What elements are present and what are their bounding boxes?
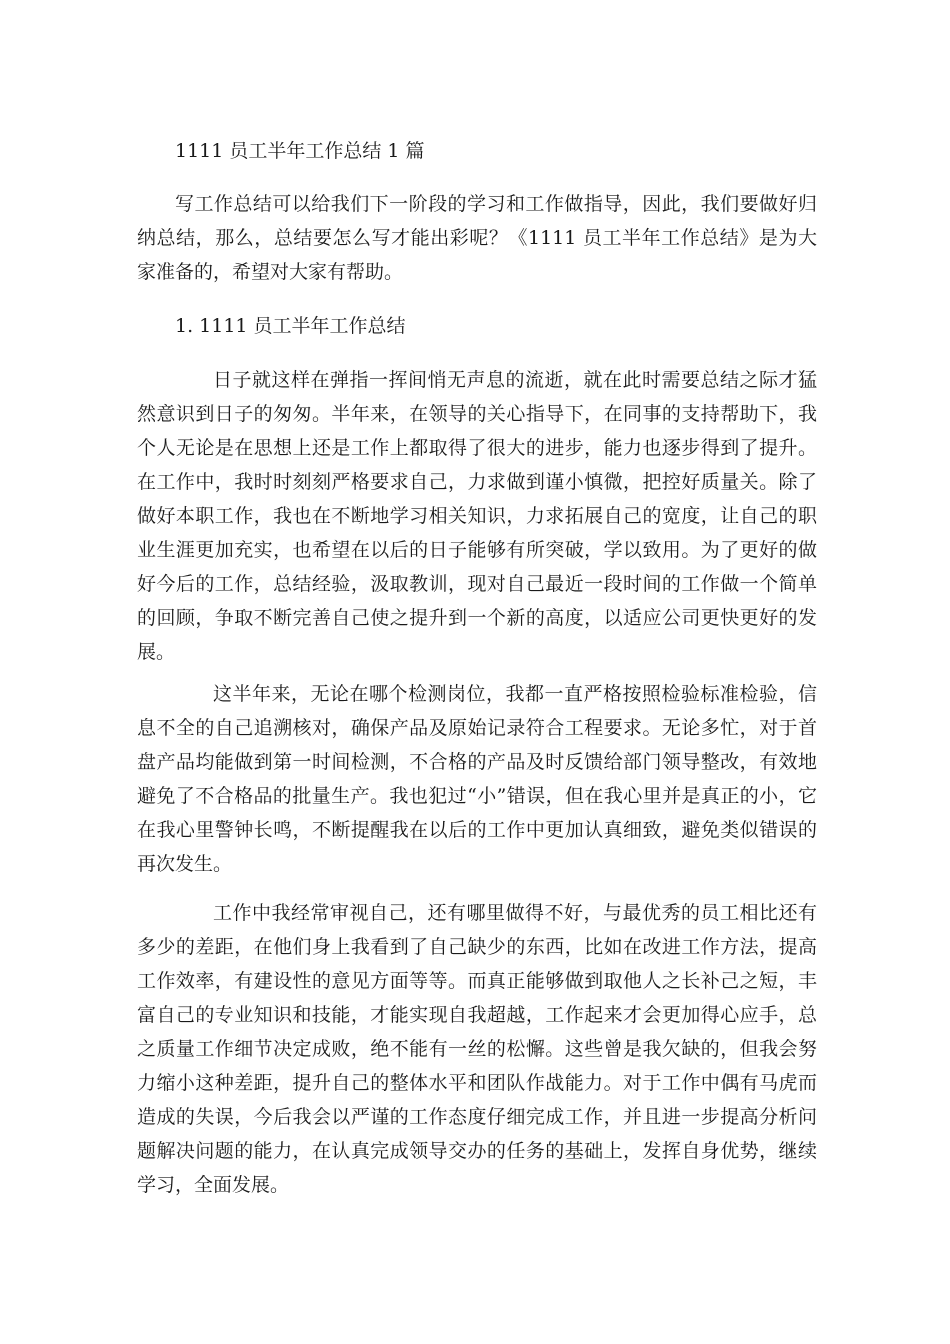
body-paragraph: 日子就这样在弹指一挥间悄无声息的流逝，就在此时需要总结之际才猛然意识到日子的匆匆。半年来，在领导的关心指导下，在同事的支持帮助下，我个人无论是在思想上还是工作上都取得了很大的进步，能力也逐步得到了提升。在工作中，我时时刻刻严格要求自己，力求做到谨小慎微，把控好质量关。除了做好本职工作，我也在不断地学习相关知识，力求拓展自己的宽度，让自己的职业生涯更加充实，也希望在以后的日子能够有所突破，学以致用。为了更好的做好今后的工作，总结经验，汲取教训，现对自己最近一段时间的工作做一个简单的回顾，争取不断完善自己使之提升到一个新的高度，以适应公司更快更好的发展。	[137, 369, 817, 663]
section-heading: 1. 1111 员工半年工作总结	[175, 315, 406, 337]
body-paragraph: 工作中我经常审视自己，还有哪里做得不好，与最优秀的员工相比还有多少的差距，在他们身上我看到了自己缺少的东西，比如在改进工作方法，提高工作效率，有建设性的意见方面等等。而真正能够做到取他人之长补己之短，丰富自己的专业知识和技能，才能实现自我超越，工作起来才会更加得心应手，总之质量工作细节决定成败，绝不能有一丝的松懈。这些曾是我欠缺的，但我会努力缩小这种差距，提升自己的整体水平和团队作战能力。对于工作中偶有马虎而造成的失误，今后我会以严谨的工作态度仔细完成工作，并且进一步提高分析问题解决问题的能力，在认真完成领导交办的任务的基础上，发挥自身优势，继续学习，全面发展。	[137, 902, 817, 1196]
intro-paragraph: 写工作总结可以给我们下一阶段的学习和工作做指导，因此，我们要做好归纳总结，那么，总结要怎么写才能出彩呢？《1111 员工半年工作总结》是为大家准备的，希望对大家有帮助。	[137, 193, 817, 283]
body-paragraph: 这半年来，无论在哪个检测岗位，我都一直严格按照检验标准检验，信息不全的自己追溯核对，确保产品及原始记录符合工程要求。无论多忙，对于首盘产品均能做到第一时间检测，不合格的产品及时反馈给部门领导整改，有效地避免了不合格品的批量生产。我也犯过“小”错误，但在我心里并是真正的小，它在我心里警钟长鸣，不断提醒我在以后的工作中更加认真细致，避免类似错误的再次发生。	[137, 683, 817, 875]
document-title: 1111 员工半年工作总结 1 篇	[175, 140, 425, 162]
